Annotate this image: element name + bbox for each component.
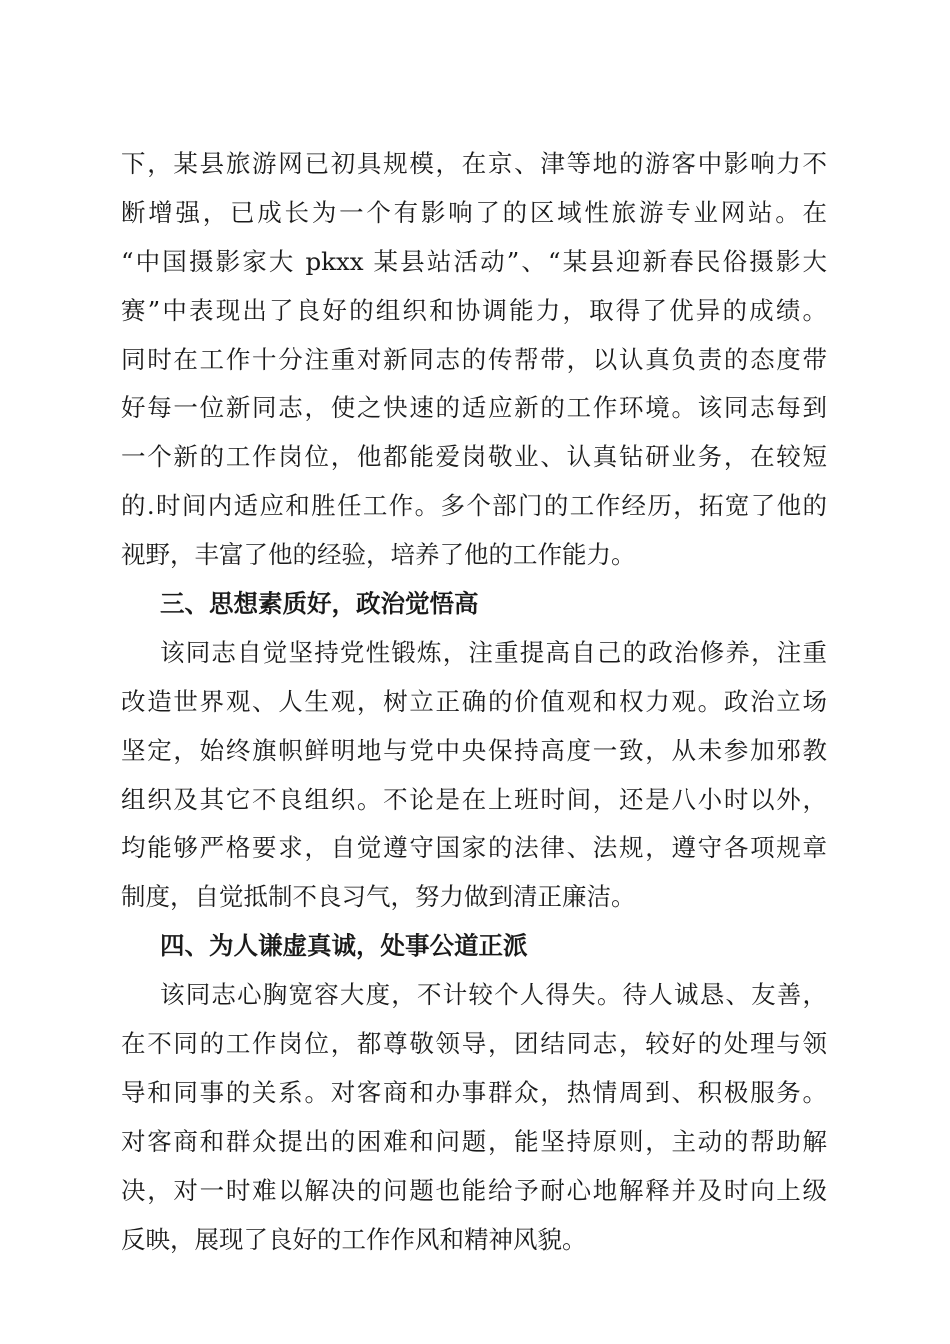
- text-line: 一个新的工作岗位，他都能爱岗敬业、认真钻研业务，在较短: [121, 442, 827, 472]
- section-heading-4: 四、为人谦虚真诚，处事公道正派: [160, 931, 528, 961]
- text-line: 同时在工作十分注重对新同志的传帮带，以认真负责的态度带: [121, 344, 827, 374]
- text-line: 的.时间内适应和胜任工作。多个部门的工作经历，拓宽了他的: [121, 491, 827, 521]
- section-heading-3: 三、思想素质好，政治觉悟高: [160, 589, 479, 619]
- document-body: [121, 140, 827, 1264]
- text-line: 赛”中表现出了良好的组织和协调能力，取得了优异的成绩。: [121, 295, 827, 325]
- text-line: 该同志自觉坚持党性锻炼，注重提高自己的政治修养，注重: [160, 637, 827, 667]
- paragraph-section-4: [121, 971, 827, 1264]
- text-line: 坚定，始终旗帜鲜明地与党中央保持高度一致，从未参加邪教: [121, 735, 827, 765]
- text-line: “中国摄影家大 pkxx 某县站活动”、“某县迎新春民俗摄影大: [121, 246, 827, 276]
- text-line: 导和同事的关系。对客商和办事群众，热情周到、积极服务。: [121, 1077, 827, 1107]
- text-line: 在不同的工作岗位，都尊敬领导，团结同志，较好的处理与领: [121, 1029, 827, 1059]
- text-line: 好每一位新同志，使之快速的适应新的工作环境。该同志每到: [121, 393, 827, 423]
- text-line: 决，对一时难以解决的问题也能给予耐心地解释并及时向上级: [121, 1175, 827, 1205]
- text-line: 该同志心胸宽容大度，不计较个人得失。待人诚恳、友善，: [160, 980, 827, 1010]
- text-line: 制度，自觉抵制不良习气，努力做到清正廉洁。: [121, 882, 636, 912]
- text-line: 断增强，已成长为一个有影响了的区域性旅游专业网站。在: [121, 197, 827, 227]
- text-line: 视野，丰富了他的经验，培养了他的工作能力。: [121, 540, 636, 570]
- text-line: 均能够严格要求，自觉遵守国家的法律、法规，遵守各项规章: [121, 833, 827, 863]
- text-line: 改造世界观、人生观，树立正确的价值观和权力观。政治立场: [121, 686, 827, 716]
- paragraph-continuation: [121, 140, 827, 580]
- text-line: 对客商和群众提出的困难和问题，能坚持原则，主动的帮助解: [121, 1126, 827, 1156]
- paragraph-section-3: [121, 629, 827, 922]
- text-line: 组织及其它不良组织。不论是在上班时间，还是八小时以外，: [121, 784, 827, 814]
- text-line: 反映，展现了良好的工作作风和精神风貌。: [121, 1224, 587, 1254]
- text-line: 下，某县旅游网已初具规模，在京、津等地的游客中影响力不: [121, 149, 827, 178]
